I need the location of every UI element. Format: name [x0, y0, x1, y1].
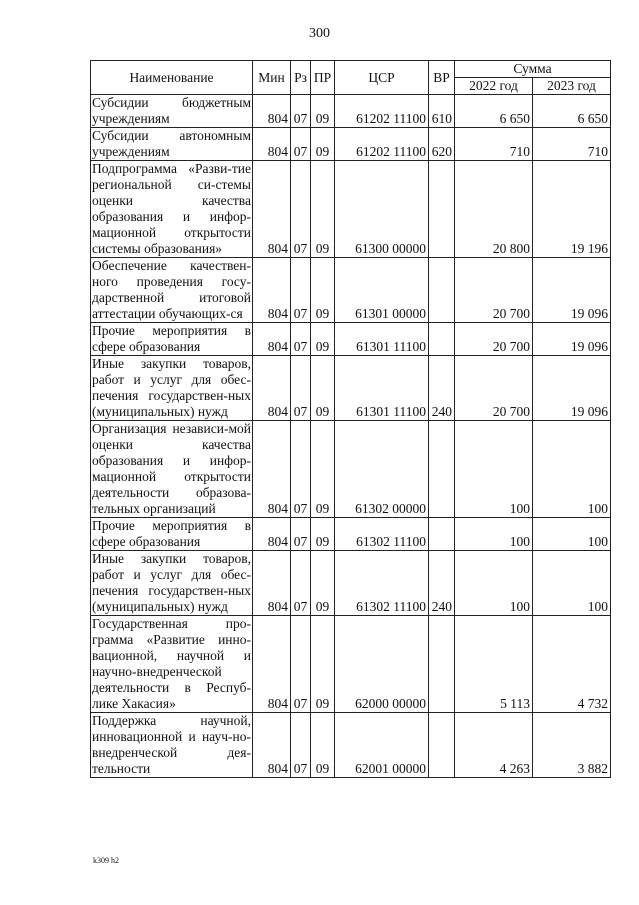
row-vr — [429, 421, 455, 518]
row-csr: 61202 11100 — [335, 128, 429, 161]
row-vr: 240 — [429, 551, 455, 616]
row-name: Субсидии бюджетным учреждениям — [92, 95, 251, 126]
row-sum-2022: 20 700 — [455, 323, 533, 356]
row-csr: 61300 00000 — [335, 161, 429, 258]
row-name: Поддержка научной, инновационной и науч-но-внедренческой дея-тельности — [92, 713, 251, 776]
table-row — [91, 161, 611, 258]
row-min: 804 — [253, 518, 291, 551]
header-min: Мин — [253, 61, 291, 95]
table-row — [91, 258, 611, 323]
row-sum-2022: 20 700 — [455, 258, 533, 323]
row-pr: 09 — [311, 551, 335, 616]
row-rz: 07 — [291, 161, 311, 258]
row-min: 804 — [253, 616, 291, 713]
row-pr: 09 — [311, 258, 335, 323]
row-vr — [429, 323, 455, 356]
header-row-top — [91, 61, 611, 78]
row-sum-2023: 19 096 — [533, 258, 611, 323]
row-pr: 09 — [311, 421, 335, 518]
row-name: Прочие мероприятия в сфере образования — [92, 518, 251, 549]
row-sum-2022: 100 — [455, 518, 533, 551]
row-min: 804 — [253, 258, 291, 323]
row-rz: 07 — [291, 95, 311, 128]
row-rz: 07 — [291, 518, 311, 551]
row-csr: 61301 11100 — [335, 356, 429, 421]
header-name: Наименование — [91, 61, 253, 95]
row-csr: 62001 00000 — [335, 713, 429, 778]
row-sum-2023: 6 650 — [533, 95, 611, 128]
row-rz: 07 — [291, 551, 311, 616]
row-sum-2023: 4 732 — [533, 616, 611, 713]
header-csr: ЦСР — [335, 61, 429, 95]
table-row — [91, 421, 611, 518]
row-vr — [429, 518, 455, 551]
row-sum-2022: 4 263 — [455, 713, 533, 778]
row-csr: 61302 00000 — [335, 421, 429, 518]
row-vr — [429, 258, 455, 323]
row-min: 804 — [253, 161, 291, 258]
row-name: Иные закупки товаров, работ и услуг для обес-печения государствен-ных (муниципальных) нужд — [92, 356, 251, 419]
table-row — [91, 551, 611, 616]
row-csr: 61302 11100 — [335, 518, 429, 551]
row-vr — [429, 713, 455, 778]
row-sum-2023: 100 — [533, 518, 611, 551]
document-code: k309 h2 — [93, 856, 119, 865]
row-pr: 09 — [311, 713, 335, 778]
row-pr: 09 — [311, 95, 335, 128]
table-row — [91, 323, 611, 356]
row-min: 804 — [253, 421, 291, 518]
row-name: Подпрограмма «Разви-тие региональной си-стемы оценки качества образования и инфор-мационной открытости системы образования» — [92, 161, 251, 256]
row-min: 804 — [253, 356, 291, 421]
row-sum-2022: 100 — [455, 421, 533, 518]
header-rz: Рз — [291, 61, 311, 95]
row-rz: 07 — [291, 421, 311, 518]
row-name: Прочие мероприятия в сфере образования — [92, 323, 251, 354]
row-name: Иные закупки товаров, работ и услуг для обес-печения государствен-ных (муниципальных) нужд — [92, 551, 251, 614]
row-pr: 09 — [311, 323, 335, 356]
row-sum-2023: 100 — [533, 421, 611, 518]
row-name: Обеспечение качествен-ного проведения госу-дарственной итоговой аттестации обучающих-ся — [92, 258, 251, 321]
row-sum-2023: 19 096 — [533, 356, 611, 421]
table-row — [91, 95, 611, 128]
row-min: 804 — [253, 323, 291, 356]
row-pr: 09 — [311, 518, 335, 551]
row-sum-2022: 20 700 — [455, 356, 533, 421]
budget-table — [90, 60, 611, 778]
header-year-2023: 2023 год — [533, 78, 611, 95]
row-pr: 09 — [311, 356, 335, 421]
row-rz: 07 — [291, 323, 311, 356]
header-year-2022: 2022 год — [455, 78, 533, 95]
row-min: 804 — [253, 713, 291, 778]
row-sum-2022: 6 650 — [455, 95, 533, 128]
table-row — [91, 616, 611, 713]
row-vr: 610 — [429, 95, 455, 128]
row-rz: 07 — [291, 356, 311, 421]
row-sum-2022: 710 — [455, 128, 533, 161]
row-rz: 07 — [291, 713, 311, 778]
row-sum-2023: 3 882 — [533, 713, 611, 778]
header-pr: ПР — [311, 61, 335, 95]
row-csr: 61302 11100 — [335, 551, 429, 616]
row-vr: 240 — [429, 356, 455, 421]
row-csr: 62000 00000 — [335, 616, 429, 713]
row-sum-2023: 100 — [533, 551, 611, 616]
row-name: Государственная про-грамма «Развитие инно-вационной, научной и научно-внедренческой деятельности в Респуб-лике Хакасия» — [92, 616, 251, 711]
table-row — [91, 128, 611, 161]
header-sum: Сумма — [455, 61, 611, 78]
row-sum-2023: 19 096 — [533, 323, 611, 356]
row-pr: 09 — [311, 161, 335, 258]
row-sum-2022: 20 800 — [455, 161, 533, 258]
table-row — [91, 713, 611, 778]
row-csr: 61202 11100 — [335, 95, 429, 128]
row-vr — [429, 161, 455, 258]
row-min: 804 — [253, 128, 291, 161]
row-rz: 07 — [291, 128, 311, 161]
row-sum-2023: 19 196 — [533, 161, 611, 258]
row-name: Организация независи-мой оценки качества образования и инфор-мационной открытости деятельности образова-тельных организаций — [92, 421, 251, 516]
row-sum-2022: 100 — [455, 551, 533, 616]
row-csr: 61301 11100 — [335, 323, 429, 356]
row-pr: 09 — [311, 128, 335, 161]
row-sum-2022: 5 113 — [455, 616, 533, 713]
table-row — [91, 518, 611, 551]
row-min: 804 — [253, 95, 291, 128]
row-sum-2023: 710 — [533, 128, 611, 161]
row-vr — [429, 616, 455, 713]
row-vr: 620 — [429, 128, 455, 161]
table-row — [91, 356, 611, 421]
row-min: 804 — [253, 551, 291, 616]
row-rz: 07 — [291, 616, 311, 713]
row-pr: 09 — [311, 616, 335, 713]
row-rz: 07 — [291, 258, 311, 323]
page-number: 300 — [309, 26, 330, 41]
row-name: Субсидии автономным учреждениям — [92, 128, 251, 159]
row-csr: 61301 00000 — [335, 258, 429, 323]
header-vr: ВР — [429, 61, 455, 95]
